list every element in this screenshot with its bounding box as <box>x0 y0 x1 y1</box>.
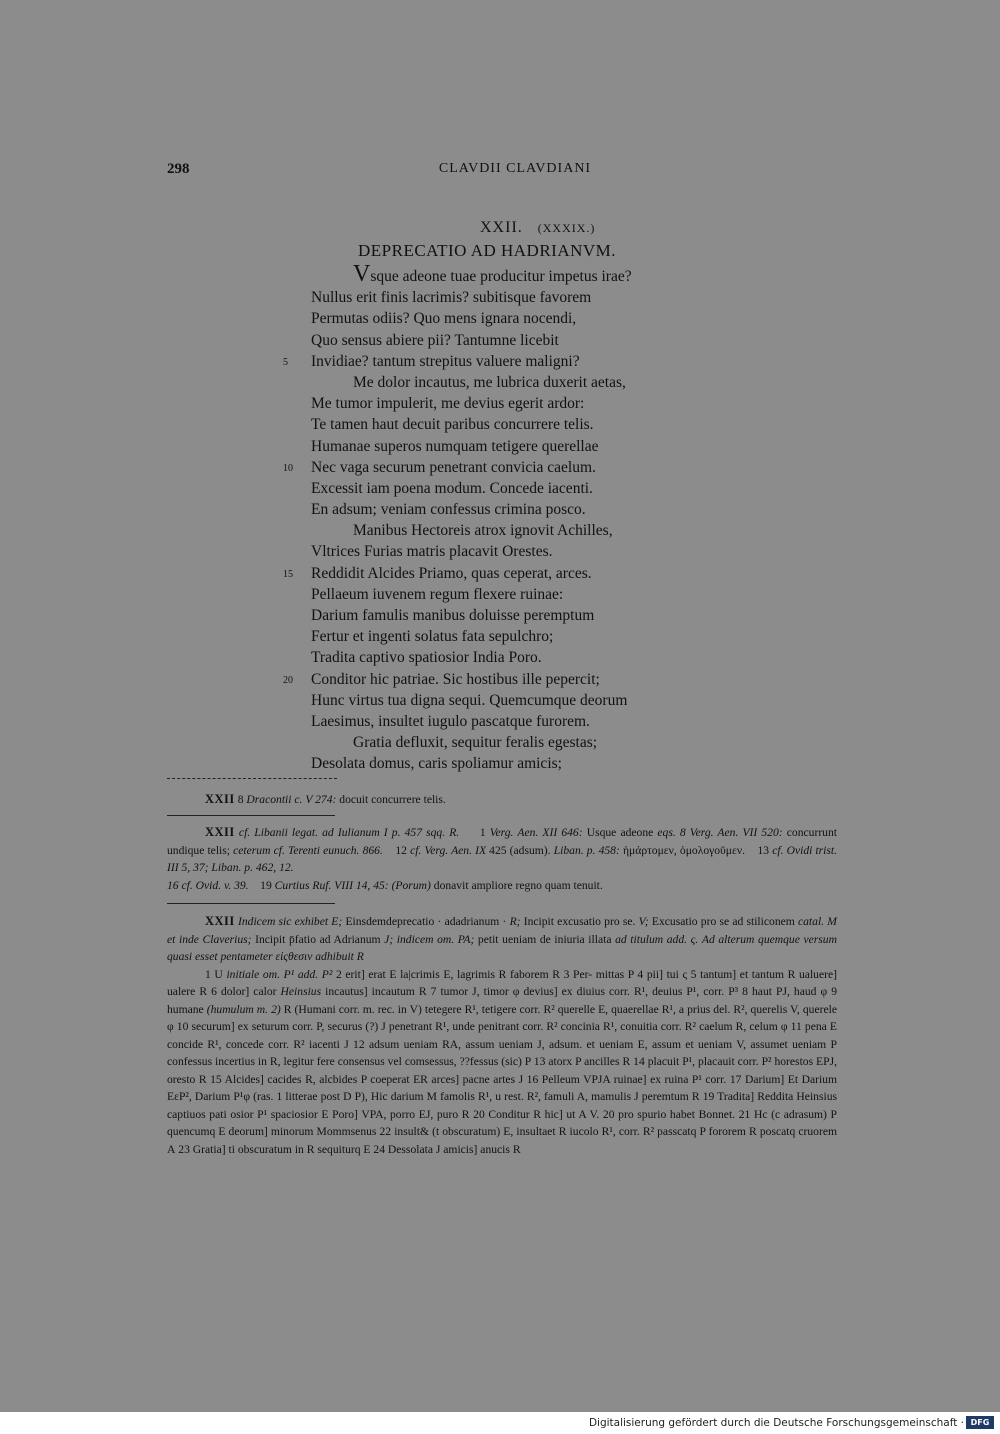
verse-text: Gratia defluxit, sequitur feralis egestas; <box>353 734 598 752</box>
verse-text: Humanae superos numquam tetigere querellae <box>311 437 599 455</box>
note-text: R (Humani corr. m. rec. in V) tetegere R¹, tetigere corr. R² <box>283 1002 555 1016</box>
verse-text: Me tumor impulerit, me devius egerit ardor: <box>311 395 585 413</box>
verse-text: Excessit iam poena modum. Concede iacenti. <box>311 479 593 497</box>
note-text: concurrunt undique telis; <box>167 826 838 857</box>
note-text: famolis R¹, u rest. R², famuli A, mamulis J peremtum R 19 Tradita] Reddita Heinsius captiuos pati <box>167 1090 837 1121</box>
note-text: 425 (adsum). <box>489 843 551 857</box>
similia-note <box>167 824 837 894</box>
footer-credit: Digitalisierung gefördert durch die Deutsche Forschungsgemeinschaft · <box>588 1417 964 1429</box>
verse-line <box>311 605 761 626</box>
verse-line <box>283 563 761 584</box>
poem-number <box>480 219 595 237</box>
note-text: habet Bonnet. 21 Hc (c adrasum) P quencumq E deorum] minorum Mommsenus 22 insult& <box>167 1107 837 1138</box>
note-text: 1 <box>479 826 486 839</box>
note-source: Verg. Aen. XII 646: <box>489 826 583 839</box>
verse-line <box>311 520 761 541</box>
note-source: ad titulum add. ς. Ad alterum quemque versum quasi esset pentameter εἰςθεσιν adhibuit R <box>167 932 837 963</box>
note-source: R; <box>509 915 521 928</box>
verse-line <box>311 261 761 287</box>
initial-letter: V <box>353 261 371 287</box>
verse-text: Manibus Hectoreis atrox ignovit Achilles, <box>353 522 613 540</box>
verse-line <box>311 308 761 329</box>
verse-line <box>311 584 761 605</box>
footer-bar <box>0 1412 1000 1434</box>
note-source: ceterum cf. Terenti eunuch. 866. <box>233 843 383 857</box>
note-source: V; <box>638 915 649 928</box>
note-text: Excusatio pro se ad stiliconem <box>651 915 795 928</box>
note-source: Liban. p. 458: <box>553 843 620 857</box>
note-text: 13 <box>757 843 770 857</box>
verse-text: Me dolor incautus, me lubrica duxerit aetas, <box>353 373 626 391</box>
running-title: CLAVDII CLAVDIANI <box>438 161 592 176</box>
testimonia-note <box>167 791 837 809</box>
verse-text: Vltrices Furias matris placavit Orestes. <box>311 543 553 561</box>
note-text: mittas P 4 pii] tui ς 5 tantum] et tantum R ualuere] ualere R 6 dolor] calor <box>167 967 837 998</box>
note-text: comsessus, ??fessus (sic) P 13 atorx P ancilles R 14 placuit P¹, placauit corr. P² horestos EPJ, <box>404 1055 837 1068</box>
verse-text: Nullus erit finis lacrimis? subitisque favorem <box>311 289 592 307</box>
line-number: 10 <box>283 462 293 474</box>
note-text: 11 pena E concide R¹, concede corr. R² iacenti J 12 adsum ueniam RA, assum ueniam J, adsum. <box>167 1020 837 1051</box>
verse-line <box>311 478 761 499</box>
note-text: 1 U <box>205 967 223 981</box>
note-text: (t obscuratum) E, insultaet R iucolo R¹, corr. R² passcatq P fororem R poscatq cruorem A <box>167 1125 837 1156</box>
verse-line <box>311 647 761 668</box>
verse-text: Darium famulis manibus doluisse peremptum <box>311 607 595 624</box>
dfg-logo-icon: DFG <box>966 1416 994 1429</box>
note-tag: XXII <box>205 792 235 806</box>
note-source: cf. Libanii legat. ad Iulianum I p. 457 sqq. R. <box>238 826 460 839</box>
separator-rule-2 <box>167 815 335 816</box>
critical-apparatus <box>167 913 837 1158</box>
page-number: 298 <box>167 161 190 177</box>
separator-rule-1 <box>167 778 337 779</box>
verse-line <box>311 414 761 435</box>
verse-line <box>311 711 761 732</box>
poem-number-roman: XXII. <box>480 219 523 236</box>
line-number: 20 <box>283 674 293 686</box>
verse-text: Pellaeum iuvenem regum flexere ruinae: <box>311 585 564 603</box>
verse-text: Permutas odiis? Quo mens ignara nocendi, <box>311 310 577 328</box>
note-text: Incipit p̄fatio ad Adrianum <box>255 932 381 946</box>
note-source: eqs. <box>657 826 676 839</box>
note-text: Usque adeone <box>586 826 654 839</box>
note-text: ruinae] ex ruina P¹ corr. 17 Darium] Et Darium EεP², Darium P¹φ (ras. 1 litterae post D P), Hic darium M <box>167 1072 837 1103</box>
note-text: incautus] incautum R 7 tumor J, timor φ devius] ex diuius corr. R¹, deuius P¹, corr. P³ 8 haut PJ, <box>325 985 790 998</box>
note-source: Indicem sic exhibet E; <box>238 915 343 928</box>
verse-line <box>311 330 761 351</box>
verse-text: Laesimus, insultet iugulo pascatque furorem. <box>311 712 590 730</box>
line-number: 5 <box>283 356 288 368</box>
note-text: osior P¹ spaciosior E Poro] VPA, porro EJ, puro R 20 Conditur R hic] ut A V. 20 pro spurio <box>230 1107 667 1121</box>
note-text: et ueniam E, assum et ueniam V, assumet ueniam P confessus incertius in R, legitur fere consensus vel <box>167 1037 837 1068</box>
note-text: querelle E, quaerellae R¹, a prius del. R², querelis V, querele φ 10 securum] ex seturum corr. P, <box>167 1002 837 1033</box>
verse-text: Te tamen haut decuit paribus concurrere telis. <box>311 416 594 434</box>
separator-rule-3 <box>167 903 335 904</box>
verse-text: Hunc virtus tua digna sequi. Quemcumque deorum <box>311 691 628 709</box>
line-number: 15 <box>283 568 293 580</box>
note-source: initiale om. P¹ add. P² <box>226 967 333 981</box>
verse-line <box>311 753 761 774</box>
note-text: petit <box>477 932 499 946</box>
verse-line <box>311 690 761 711</box>
note-text: Einsdemdeprecatio · adadrianum · <box>345 915 507 928</box>
verse-line <box>283 669 761 690</box>
note-text: haud φ 9 humane <box>167 985 838 1016</box>
note-tag: XXII <box>205 825 235 839</box>
verse-text: En adsum; veniam confessus crimina posco. <box>311 501 586 519</box>
note-source: cf. Verg. Aen. IX <box>410 843 487 857</box>
note-text: Incipit excusatio pro se. <box>523 915 636 928</box>
note-text: donavit ampliore regno quam tenuit. <box>433 878 603 892</box>
note-source: Heinsius <box>280 985 322 998</box>
note-source: cf. Ovidi trist. III 5, 37; Liban. p. 462, 12. <box>167 843 838 874</box>
verse-text: Reddidit Alcides Priamo, quas ceperat, arces. <box>311 564 592 582</box>
note-tag: XXII <box>205 914 235 928</box>
verse-line <box>283 351 761 372</box>
verse-line <box>311 287 761 308</box>
note-source: 8 Verg. Aen. VII 520: <box>679 826 783 839</box>
verse-text: Tradita captivo spatiosior India Poro. <box>311 649 542 667</box>
verse-text: Desolata domus, caris spoliamur amicis; <box>311 755 562 773</box>
verse-line <box>311 436 761 457</box>
verse-text: Quo sensus abiere pii? Tantumne licebit <box>311 331 559 349</box>
note-text: ueniam de iniuria illata <box>502 932 612 946</box>
verse-text: sque adeone tuae producitur impetus irae? <box>370 268 632 285</box>
note-text: 2 erit] erat E la|crimis E, lagrimis R faborem R 3 Per- <box>335 967 593 981</box>
note-source: J; indicem om. PA; <box>384 932 475 946</box>
note-source: catal. M et inde Claverius; <box>167 915 837 946</box>
note-source: Dracontii c. V 274: <box>246 793 337 806</box>
note-source: 16 cf. Ovid. v. 39. <box>167 878 249 892</box>
note-text: 19 <box>260 878 272 892</box>
note-text: securus (?) J penetrant R¹, unde penitrant corr. R² concinia R¹, conuitia corr. R² caelum R, celum φ <box>327 1020 788 1033</box>
note-greek: ἡμάρτομεν, ὁμολογοῦμεν. <box>622 843 746 857</box>
poem-alt-number: (XXXIX.) <box>537 221 596 235</box>
verse-text: Nec vaga securum penetrant convicia caelum. <box>311 458 596 476</box>
note-text: 23 Gratia] ti obscuratum in R sequiturq E 24 Dessolata J amicis] anucis R <box>178 1142 521 1156</box>
note-text: 8 <box>237 793 244 806</box>
verse-text: Conditor hic patriae. Sic hostibus ille pepercit; <box>311 670 600 688</box>
verse-text: Fertur et ingenti solatus fata sepulchro; <box>311 628 554 646</box>
verse-line <box>311 372 761 393</box>
note-source: Curtius Ruf. VIII 14, 45: (Porum) <box>274 878 431 892</box>
note-text: 12 <box>395 843 407 857</box>
verse-line <box>311 393 761 414</box>
verse-text: Invidiae? tantum strepitus valuere maligni? <box>311 352 580 370</box>
verse-line <box>311 499 761 520</box>
verse-line <box>311 541 761 562</box>
note-text: docuit concurrere telis. <box>339 793 446 806</box>
poem-title: DEPRECATIO AD HADRIANVM. <box>358 241 617 260</box>
note-text: oresto R 15 Alcides] cacides R, alcbides P coeperat ER arces] pacne artes J 16 Pelleum VPJA <box>167 1072 611 1086</box>
verse-line <box>311 732 761 753</box>
verse-line <box>311 626 761 647</box>
verse-line <box>283 457 761 478</box>
verse-block <box>283 261 761 775</box>
note-source: (humulum m. 2) <box>206 1002 281 1016</box>
